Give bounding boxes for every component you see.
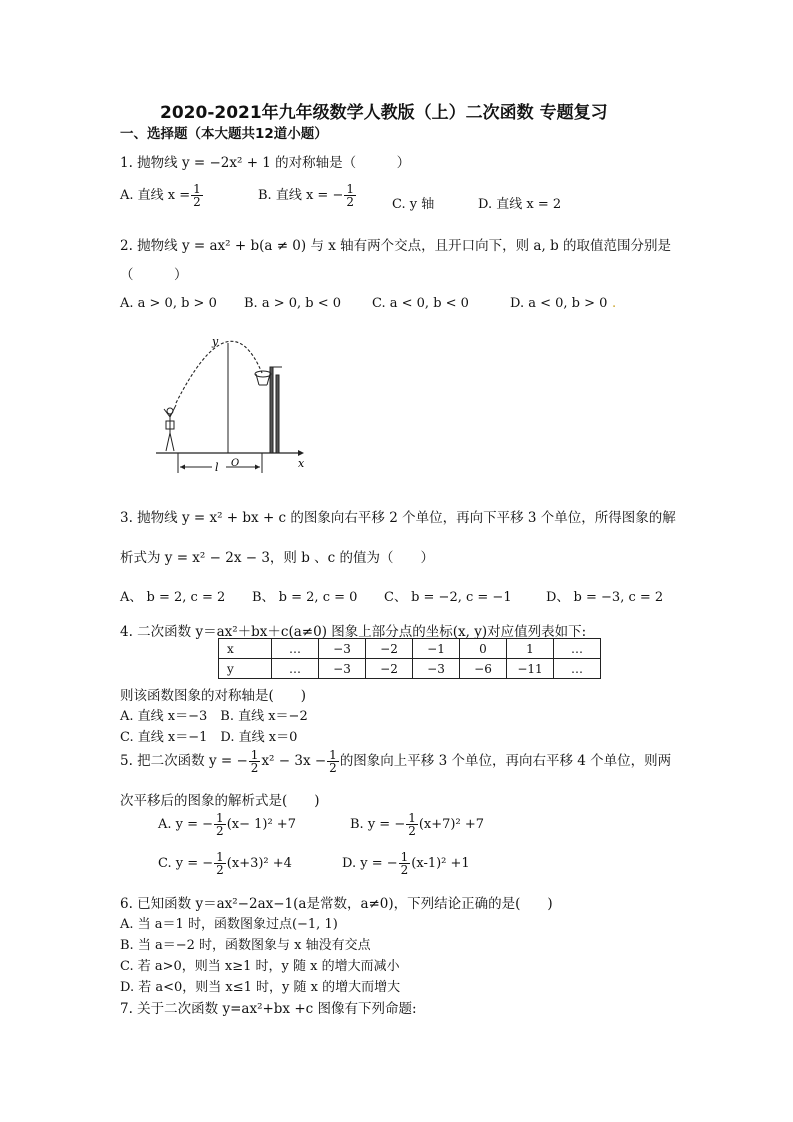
distance-label: l (215, 461, 219, 474)
table-cell: −3 (319, 639, 366, 659)
y-axis-label: y (212, 335, 219, 348)
table-cell: −3 (413, 659, 460, 679)
q3-option-c: C、 b = −2, c = −1 (384, 590, 512, 605)
q6-option-b: B. 当 a＝−2 时，函数图象与 x 轴没有交点 (120, 938, 371, 953)
x-axis-label: x (298, 457, 305, 470)
x-axis-arrow (298, 450, 304, 456)
table-cell: −2 (366, 639, 413, 659)
q5-option-c: C. y = − $\frac{1}{2}$ (x+3)² +4 (158, 850, 292, 877)
q2-stem: 2. 抛物线 y = ax² + b(a ≠ 0) 与 x 轴有两个交点，且开口向下，则 a, b 的取值范围分别是 (120, 238, 672, 254)
table-cell: 0 (460, 639, 507, 659)
q3-option-b: B、 b = 2, c = 0 (252, 590, 358, 605)
table-row (219, 639, 601, 659)
q3-option-d: D、 b = −3, c = 2 (546, 590, 664, 605)
q6-stem: 6. 已知函数 y＝ax²−2ax−1(a是常数，a≠0)，下列结论正确的是( ) (120, 896, 553, 912)
q4-value-table (218, 638, 601, 679)
q1-option-a: A. 直线 x = $\frac{1}{2}$ (120, 182, 201, 209)
table-cell: … (272, 639, 319, 659)
table-cell: 1 (507, 639, 554, 659)
table-cell: … (554, 659, 601, 679)
q6-option-a: A. 当 a＝1 时，函数图象过点(−1, 1) (120, 917, 338, 932)
q2-paren: （ ） (120, 267, 188, 283)
table-cell: −2 (366, 659, 413, 679)
q6-option-d: D. 若 a<0，则当 x≤1 时，y 随 x 的增大而增大 (120, 980, 401, 995)
q1-stem: 1. 抛物线 y = −2x² + 1 的对称轴是（ ） (120, 155, 411, 171)
table-cell: y (219, 659, 272, 679)
table-cell: … (554, 639, 601, 659)
q3-option-a: A、 b = 2, c = 2 (120, 590, 226, 605)
table-cell: x (219, 639, 272, 659)
q5-option-a: A. y = − $\frac{1}{2}$ (x− 1)² +7 (158, 811, 296, 838)
table-cell: −3 (319, 659, 366, 679)
q1-option-b: B. 直线 x = − $\frac{1}{2}$ (258, 182, 354, 209)
q4-stem: 4. 二次函数 y＝ax²＋bx＋c(a≠0) 图象上部分点的坐标(x, y)对应值列表如下: (120, 624, 587, 640)
q2-option-d: D. a < 0, b > 0 (510, 296, 608, 311)
q1-option-d: D. 直线 x = 2 (478, 197, 562, 212)
table-cell: −6 (460, 659, 507, 679)
hoop-figure (255, 367, 282, 453)
table-cell: −11 (507, 659, 554, 679)
q6-option-c: C. 若 a>0，则当 x≥1 时，y 随 x 的增大而减小 (120, 959, 400, 974)
q3-stem-line1: 3. 抛物线 y = x² + bx + c 的图象向右平移 2 个单位，再向下平移 3 个单位，所得图象的解 (120, 510, 676, 526)
player-figure (164, 405, 176, 451)
q2-option-c: C. a < 0, b < 0 (372, 296, 469, 311)
basketball-parabola-figure (150, 335, 310, 480)
q1-option-c: C. y 轴 (392, 197, 435, 212)
q4-question: 则该函数图象的对称轴是( ) (120, 688, 307, 704)
q5-option-d: D. y = − $\frac{1}{2}$ (x-1)² +1 (342, 850, 470, 877)
q5-option-b: B. y = − $\frac{1}{2}$ (x+7)² +7 (350, 811, 485, 838)
origin-label: O (231, 458, 240, 469)
q2-stray-dot: . (612, 296, 617, 311)
table-row (219, 659, 601, 679)
page-title: 2020-2021年九年级数学人教版（上）二次函数 专题复习 (160, 103, 608, 123)
section-heading: 一、选择题（本大题共12道小题） (120, 126, 328, 142)
q4-options-ab: A. 直线 x＝−3 B. 直线 x＝−2 (120, 709, 308, 724)
q4-options-cd: C. 直线 x＝−1 D. 直线 x＝0 (120, 730, 298, 745)
q7-stem: 7. 关于二次函数 y=ax²+bx +c 图像有下列命题: (120, 1001, 417, 1017)
q3-stem-line2: 析式为 y = x² − 2x − 3，则 b 、c 的值为（ ） (120, 550, 434, 566)
q5-stem-line2: 次平移后的图象的解析式是( ) (120, 793, 320, 809)
table-cell: −1 (413, 639, 460, 659)
q5-stem-line1: 5. 把二次函数 y = − $\frac{1}{2}$ x² − 3x − $\frac{1}{2}$ 的图象向上平移 3 个单位，再向右平移 4 个单位，则两 (120, 748, 672, 775)
q2-option-b: B. a > 0, b < 0 (244, 296, 342, 311)
trajectory-curve (176, 341, 262, 403)
q2-option-a: A. a > 0, b > 0 (120, 296, 217, 311)
table-cell: … (272, 659, 319, 679)
